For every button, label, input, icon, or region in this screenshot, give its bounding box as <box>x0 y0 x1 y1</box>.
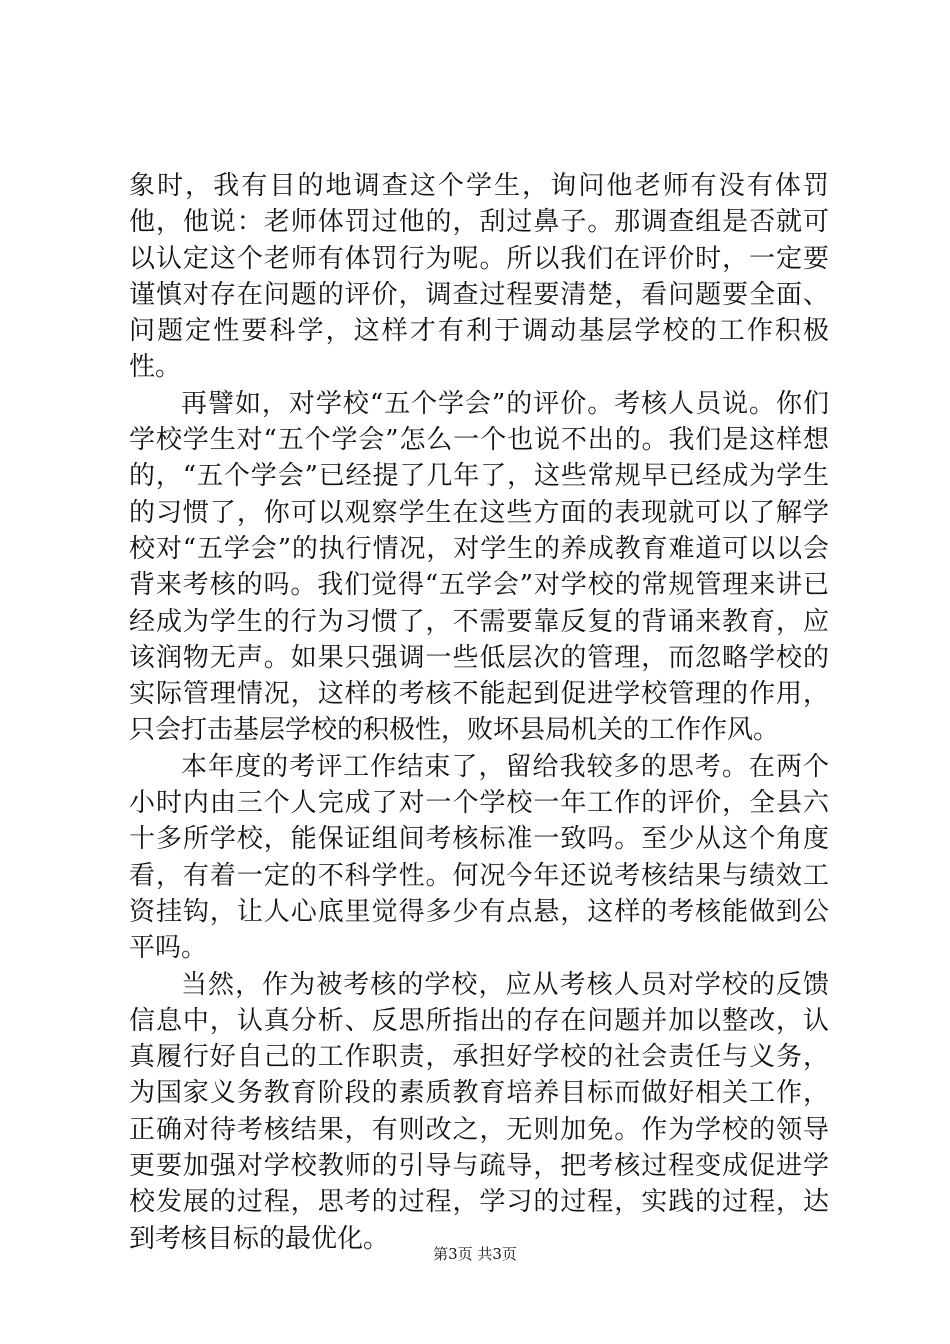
paragraph-4: 当然，作为被考核的学校，应从考核人员对学校的反馈信息中，认真分析、反思所指出的存在问题并加以整改，认真履行好自己的工作职责，承担好学校的社会责任与义务，为国家义务教育阶段的素质教育培养目标而做好相关工作，正确对待考核结果，有则改之，无则加免。作为学校的领导更要加强对学校教师的引导与疏导，把考核过程变成促进学校发展的过程，思考的过程，学习的过程，实践的过程，达到考核目标的最优化。 <box>129 969 829 1254</box>
paragraph-2: 再譬如，对学校“五个学会”的评价。考核人员说。你们学校学生对“五个学会”怎么一个也说不出的。我们是这样想的，“五个学会”已经提了几年了，这些常规早已经成为学生的习惯了，你可以观察学生在这些方面的表现就可以了解学校对“五学会”的执行情况，对学生的养成教育难道可以以会背来考核的吗。我们觉得“五学会”对学校的常规管理来讲已经成为学生的行为习惯了，不需要靠反复的背诵来教育，应该润物无声。如果只强调一些低层次的管理，而忽略学校的实际管理情况，这样的考核不能起到促进学校管理的作用，只会打击基层学校的积极性，败坏县局机关的工作作风。 <box>129 388 829 746</box>
paragraph-3: 本年度的考评工作结束了，留给我较多的思考。在两个小时内由三个人完成了对一个学校一年工作的评价，全县六十多所学校，能保证组间考核标准一致吗。至少从这个角度看，有着一定的不科学性。何况今年还说考核结果与绩效工资挂钩，让人心底里觉得多少有点悬，这样的考核能做到公平吗。 <box>129 751 829 964</box>
paragraph-1: 象时，我有目的地调查这个学生，询问他老师有没有体罚他，他说：老师体罚过他的，刮过鼻子。那调查组是否就可以认定这个老师有体罚行为呢。所以我们在评价时，一定要谨慎对存在问题的评价，调查过程要清楚，看问题要全面、问题定性要科学，这样才有利于调动基层学校的工作积极性。 <box>129 171 829 383</box>
page-footer <box>0 1244 950 1264</box>
page-number: 第3页 共3页 <box>433 1245 517 1263</box>
document-body <box>129 168 829 1257</box>
